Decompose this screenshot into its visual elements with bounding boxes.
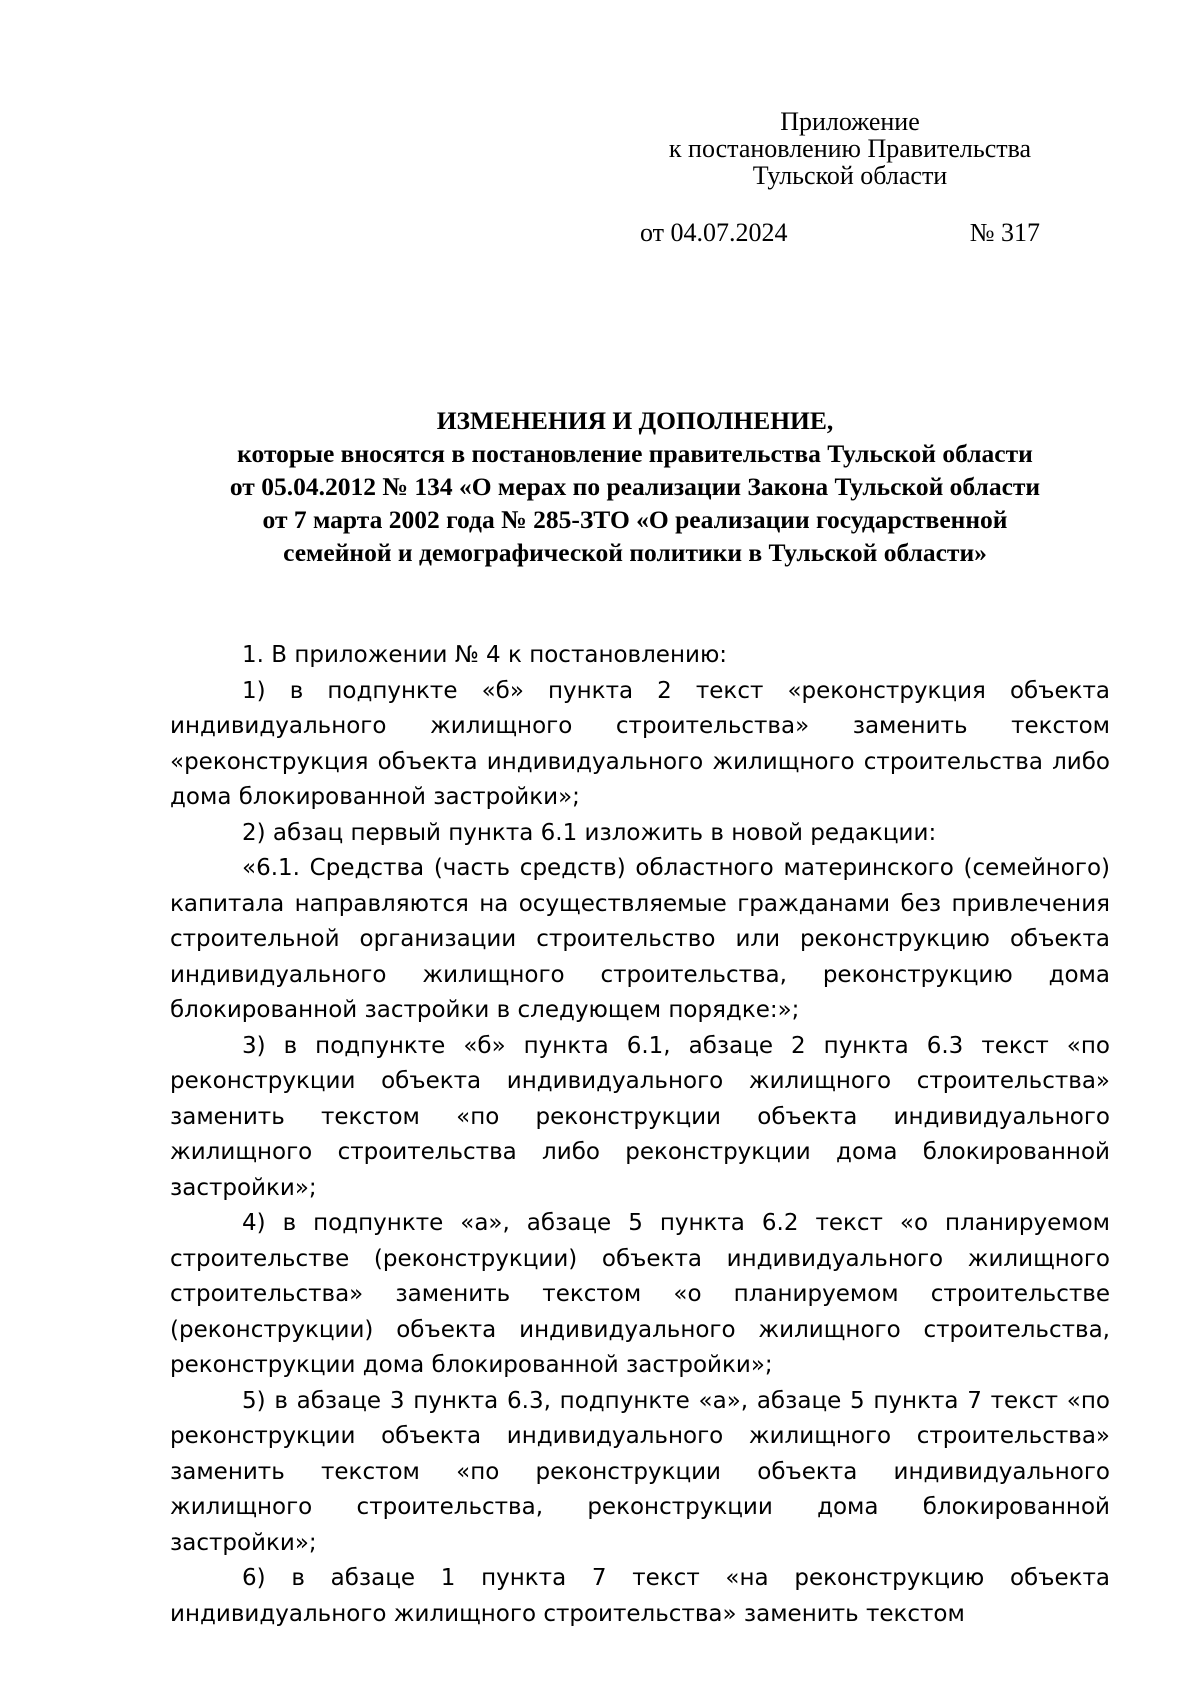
document-number: № 317	[969, 218, 1040, 247]
paragraph-3: 2) абзац первый пункта 6.1 изложить в новой редакции:	[242, 819, 937, 846]
paragraph-7: 5) в абзаце 3 пункта 6.3, подпункте «а», абзаце 5 пункта 7 текст «по реконструкции объекта индивидуального жилищного строительства» заменить текстом «по реконструкции объекта индивидуального жилищного строительства, реконструкции дома блокированной застройки»;	[170, 1387, 1110, 1556]
approval-line-3: Тульской области	[752, 161, 948, 190]
approval-stamp	[640, 108, 1060, 189]
approval-line-2: к постановлению Правительства	[668, 134, 1032, 163]
title-line-4: от 7 марта 2002 года № 285-ЗТО «О реализации государственной	[262, 505, 1008, 534]
paragraph-6: 4) в подпункте «а», абзаце 5 пункта 6.2 текст «о планируемом строительстве (реконструкции) объекта индивидуального жилищного строительства» заменить текстом «о планируемом строительстве (реконструкции) объекта индивидуального жилищного строительства, реконструкции дома блокированной застройки»;	[170, 1210, 1110, 1378]
paragraph-1: 1. В приложении № 4 к постановлению:	[242, 642, 728, 668]
title-line-1: ИЗМЕНЕНИЯ И ДОПОЛНЕНИЕ,	[436, 406, 834, 435]
document-title	[160, 404, 1110, 569]
paragraph-4: «6.1. Средства (часть средств) областного материнского (семейного) капитала направляются на осуществляемые гражданами без привлечения строительной организации строительство или реконструкцию объекта индивидуального жилищного строительства, реконструкцию дома блокированной застройки в следующем порядке:»;	[170, 855, 1110, 1023]
approval-line-1: Приложение	[780, 107, 920, 136]
document-body	[170, 638, 1110, 1632]
title-line-2: которые вносятся в постановление правительства Тульской области	[237, 439, 1033, 468]
paragraph-5: 3) в подпункте «б» пункта 6.1, абзаце 2 пункта 6.3 текст «по реконструкции объекта индивидуального жилищного строительства» заменить текстом «по реконструкции объекта индивидуального жилищного строительства либо реконструкции дома блокированной застройки»;	[170, 1032, 1110, 1201]
title-line-5: семейной и демографической политики в Тульской области»	[283, 538, 987, 567]
paragraph-2: 1) в подпункте «б» пункта 2 текст «реконструкция объекта индивидуального жилищного строительства» заменить текстом «реконструкция объекта индивидуального жилищного строительства либо дома блокированной застройки»;	[170, 677, 1110, 810]
title-line-3: от 05.04.2012 № 134 «О мерах по реализации Закона Тульской области	[229, 472, 1041, 501]
document-date: от 04.07.2024	[640, 218, 788, 247]
paragraph-8: 6) в абзаце 1 пункта 7 текст «на реконструкцию объекта индивидуального жилищного строительства» заменить текстом	[170, 1565, 1110, 1627]
